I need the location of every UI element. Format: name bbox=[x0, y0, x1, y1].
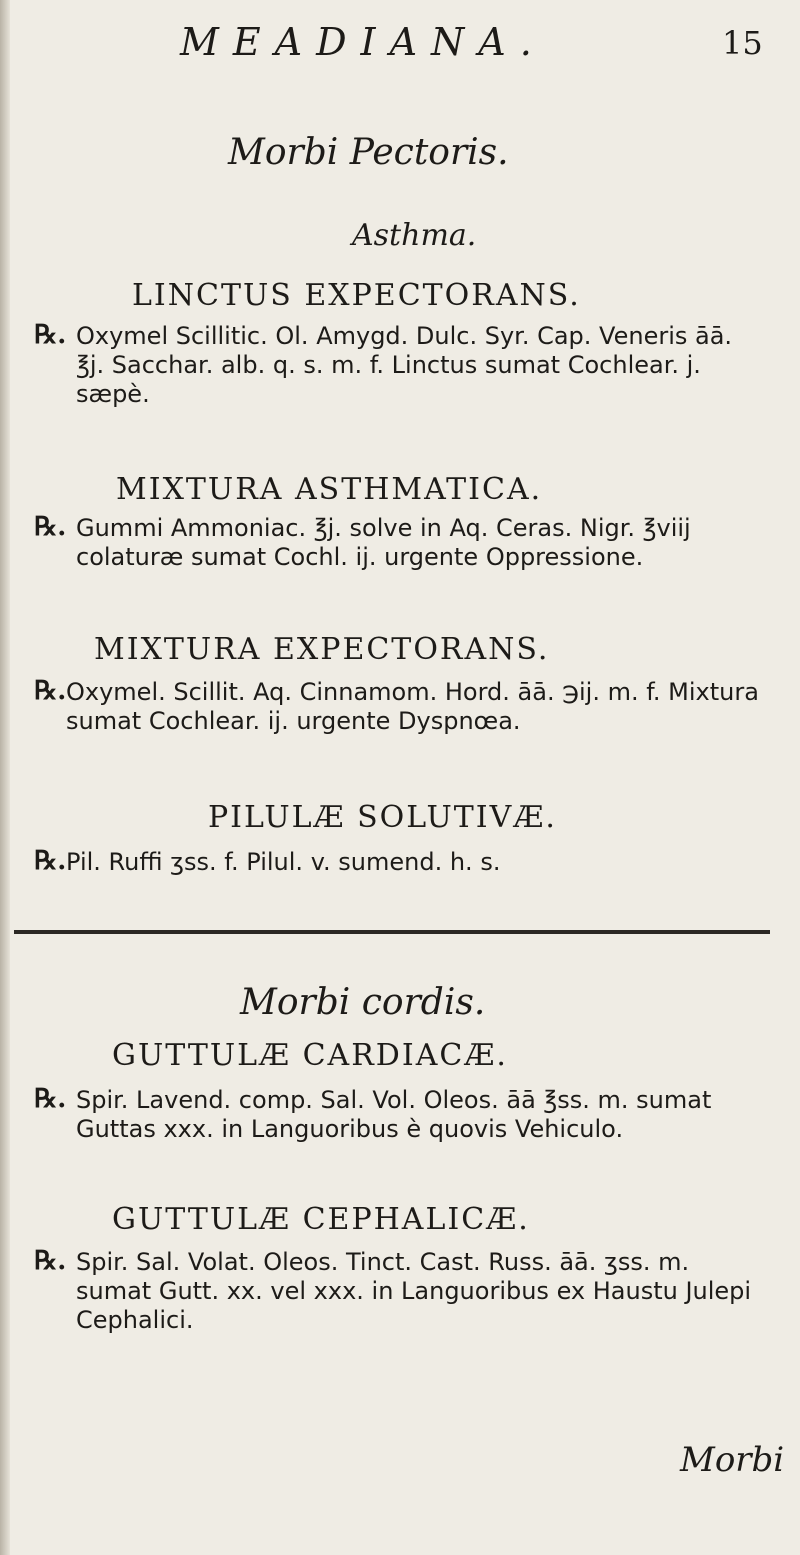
running-head: MEADIANA. bbox=[180, 20, 546, 64]
recipe-heading: PILULÆ SOLUTIVÆ. bbox=[208, 800, 557, 835]
recipe-symbol: ℞. bbox=[34, 676, 67, 706]
recipe-symbol: ℞. bbox=[34, 846, 67, 876]
section-title: Morbi Pectoris. bbox=[228, 132, 509, 173]
recipe-heading: GUTTULÆ CEPHALICÆ. bbox=[112, 1202, 530, 1237]
recipe-heading: LINCTUS EXPECTORANS. bbox=[132, 278, 581, 313]
recipe-symbol: ℞. bbox=[34, 1246, 67, 1276]
page-gutter-shadow bbox=[0, 0, 10, 1555]
page-number: 15 bbox=[722, 24, 763, 62]
recipe-symbol: ℞. bbox=[34, 1084, 67, 1114]
recipe-symbol: ℞. bbox=[34, 320, 67, 350]
recipe-text: Gummi Ammoniac. ℥j. solve in Aq. Ceras. Nigr. ℥viij colaturæ sumat Cochl. ij. urgente Oppressione. bbox=[76, 514, 691, 571]
catchword: Morbi bbox=[680, 1440, 785, 1480]
recipe-text: Oxymel. Scillit. Aq. Cinnamom. Hord. āā. ℈ij. m. f. Mixtura sumat Cochlear. ij. urgente Dyspnœa. bbox=[66, 678, 759, 735]
section-title: Morbi cordis. bbox=[240, 982, 486, 1023]
recipe-text: Oxymel Scillitic. Ol. Amygd. Dulc. Syr. Cap. Veneris āā. ℥j. Sacchar. alb. q. s. m. f. Linctus sumat Cochlear. j. sæpè. bbox=[76, 322, 733, 408]
recipe-heading: GUTTULÆ CARDIACÆ. bbox=[112, 1038, 508, 1073]
recipe-text: Pil. Ruffi ʒss. f. Pilul. v. sumend. h. s. bbox=[66, 848, 501, 876]
recipe-symbol: ℞. bbox=[34, 512, 67, 542]
recipe-text: Spir. Sal. Volat. Oleos. Tinct. Cast. Russ. āā. ʒss. m. sumat Gutt. xx. vel xxx. in Languoribus ex Haustu Julepi Cephalici. bbox=[76, 1248, 752, 1334]
recipe-text: Spir. Lavend. comp. Sal. Vol. Oleos. āā ℥ss. m. sumat Guttas xxx. in Languoribus è quovis Vehiculo. bbox=[76, 1086, 712, 1143]
section-divider bbox=[14, 930, 770, 934]
recipe-heading: MIXTURA ASTHMATICA. bbox=[116, 472, 543, 507]
recipe-heading: MIXTURA EXPECTORANS. bbox=[94, 632, 550, 667]
subsection-title: Asthma. bbox=[352, 218, 477, 253]
